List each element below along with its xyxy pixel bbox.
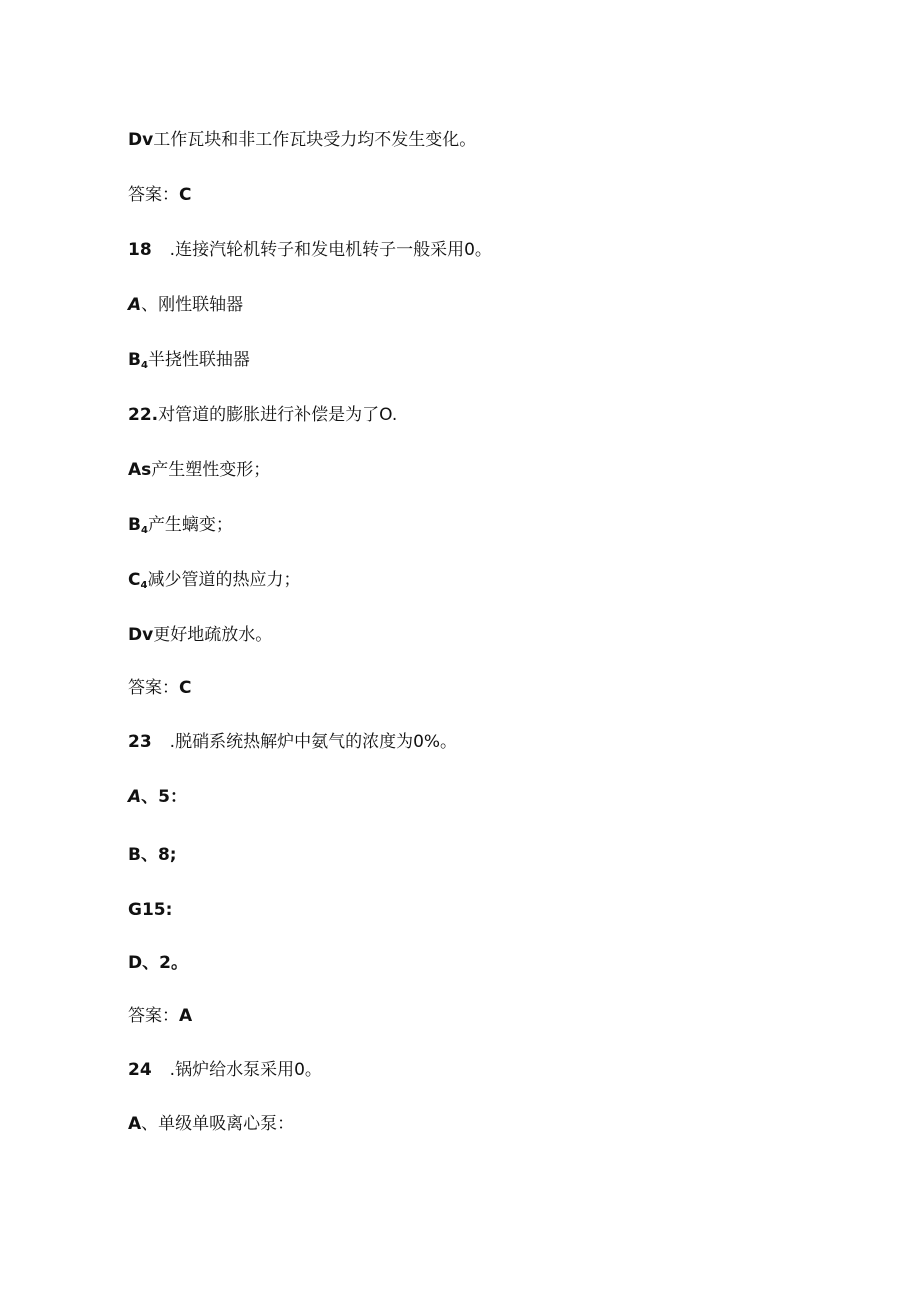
answer-label: 答案： [128,185,179,205]
option-label: B [128,350,141,370]
option-text: 、8; [140,845,177,865]
answer-line [128,676,191,700]
option-label: B [128,845,141,865]
option-label: D [128,953,143,973]
option-text: 工作瓦块和非工作瓦块受力均不发生变化。 [153,130,477,150]
option-label: As [128,460,152,480]
option-text: 产生螭变； [147,515,233,535]
option-label: G15: [128,900,173,920]
option-a-line [128,293,243,317]
option-label: B [128,515,141,535]
answer-label: 答案： [128,1006,179,1026]
question-number: 23 [128,732,152,752]
question-22 [128,403,397,427]
option-text: 、单级单吸离心泵： [141,1114,295,1134]
question-18 [128,238,492,262]
option-label-sub: 4 [140,360,148,371]
option-c-line [128,568,300,598]
option-label: Dv [128,130,154,150]
answer-value: C [179,678,192,698]
question-23 [128,730,457,754]
answer-label: 答案： [128,678,179,698]
question-24 [128,1058,322,1082]
option-text: 、5： [141,787,188,807]
question-text: .锅炉给水泵采用0。 [169,1060,322,1080]
option-text: 更好地疏放水。 [153,625,273,645]
option-text: 减少管道的热应力； [147,570,301,590]
option-label: A [128,787,142,807]
question-text: 对管道的膨胀进行补偿是为了O. [158,405,398,425]
option-b-line [128,513,233,543]
option-b-line [128,348,250,378]
answer-line [128,183,191,207]
option-label: A [128,295,142,315]
answer-line [128,1004,192,1028]
option-label: Dv [128,625,154,645]
answer-value: A [179,1006,193,1026]
option-c-line [128,898,172,922]
option-text: 产生塑性变形； [151,460,271,480]
option-d-line [128,623,272,647]
option-label-sub: 4 [140,525,148,536]
question-text: .连接汽轮机转子和发电机转子一般采用0。 [169,240,492,260]
option-a-line [128,785,187,809]
option-label: C [128,570,141,590]
question-number: 24 [128,1060,152,1080]
option-text: 、2。 [142,953,188,973]
option-label-sub: 4 [140,580,148,591]
option-d-line [128,128,476,152]
option-text: 半挠性联抽器 [147,350,250,370]
option-text: 、刚性联轴器 [141,295,244,315]
question-number: 18 [128,240,152,260]
option-label: A [128,1114,142,1134]
answer-value: C [179,185,192,205]
question-text: .脱硝系统热解炉中氨气的浓度为0%。 [169,732,458,752]
option-a-line [128,1112,294,1136]
option-b-line [128,843,177,867]
question-number: 22. [128,405,159,425]
option-a-line [128,458,270,482]
option-d-line [128,951,188,975]
